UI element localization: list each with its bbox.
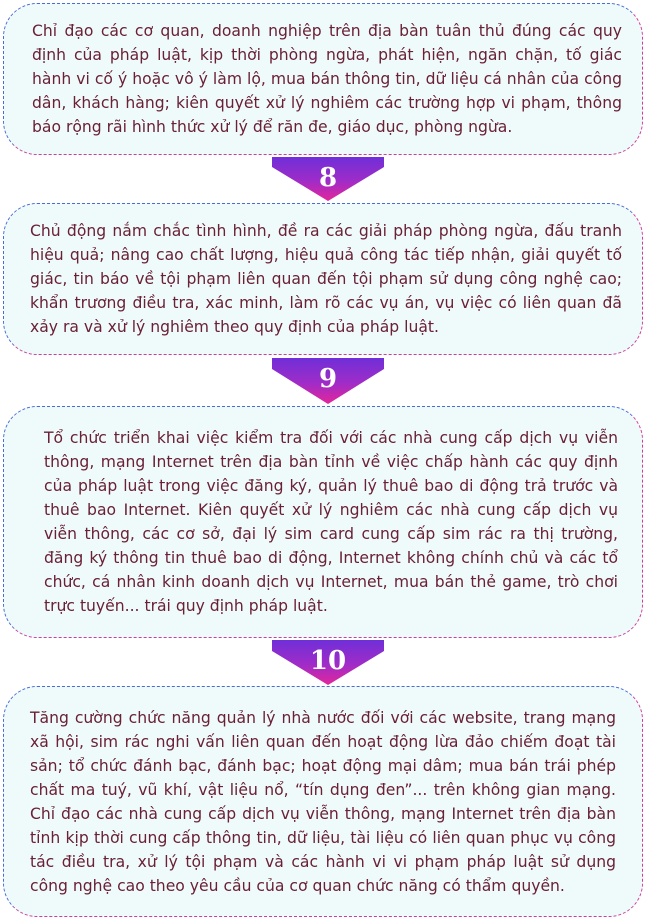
step-7-text: Chỉ đạo các cơ quan, doanh nghiệp trên địa bàn tuân thủ đúng các quy định của pháp luật, kịp thời phòng ngừa, phát hiện, ngăn chặn, tố giác hành vi cố ý hoặc vô ý làm lộ, mua bán thông tin, dữ liệu cá nhân của công dân, khách hàng; kiên quyết xử lý nghiêm các trường hợp vi phạm, thông báo rộng rãi hình thức xử lý để răn đe, giáo dục, phòng ngừa. <box>32 22 622 136</box>
step-9-text: Tổ chức triển khai việc kiểm tra đối với các nhà cung cấp dịch vụ viễn thông, mạng Internet trên địa bàn tỉnh về việc chấp hành các quy định của pháp luật trong việc đăng ký, quản lý thuê bao di động trả trước và thuê bao Internet. Kiên quyết xử lý nghiêm các nhà cung cấp dịch vụ viễn thông, các cơ sở, đại lý sim card cung cấp sim rác ra thị trường, đăng ký thông tin thuê bao di động, Internet không chính chủ và các tổ chức, cá nhân kinh doanh dịch vụ Internet, mua bán thẻ game, trò chơi trực tuyến... trái quy định pháp luật. <box>44 429 618 615</box>
step-10-arrow <box>272 640 384 685</box>
step-9-box <box>3 406 643 638</box>
step-8-box <box>3 203 643 355</box>
step-8-number: 8 <box>318 163 338 193</box>
step-10-number: 10 <box>309 646 347 676</box>
step-8-arrow <box>272 157 384 201</box>
step-8-text: Chủ động nắm chắc tình hình, đề ra các giải pháp phòng ngừa, đấu tranh hiệu quả; nâng cao chất lượng, hiệu quả công tác tiếp nhận, giải quyết tố giác, tin báo về tội phạm liên quan đến tội phạm sử dụng công nghệ cao; khẩn trương điều tra, xác minh, làm rõ các vụ án, vụ việc có liên quan đã xảy ra và xử lý nghiêm theo quy định của pháp luật. <box>30 222 622 336</box>
step-9-number: 9 <box>318 364 338 394</box>
step-7-box <box>3 3 643 155</box>
step-10-text: Tăng cường chức năng quản lý nhà nước đối với các website, trang mạng xã hội, sim rác nghi vấn liên quan đến hoạt động lừa đảo chiếm đoạt tài sản; tổ chức đánh bạc, đánh bạc; hoạt động mại dâm; mua bán trái phép chất ma tuý, vũ khí, vật liệu nổ, “tín dụng đen”... trên không gian mạng. Chỉ đạo các nhà cung cấp dịch vụ viễn thông, mạng Internet trên địa bàn tỉnh kịp thời cung cấp thông tin, dữ liệu, tài liệu có liên quan phục vụ công tác điều tra, xử lý tội phạm và các hành vi vi phạm pháp luật sử dụng công nghệ cao theo yêu cầu của cơ quan chức năng có thẩm quyền. <box>30 708 616 895</box>
step-10-box <box>3 686 643 917</box>
step-9-arrow <box>272 358 384 404</box>
